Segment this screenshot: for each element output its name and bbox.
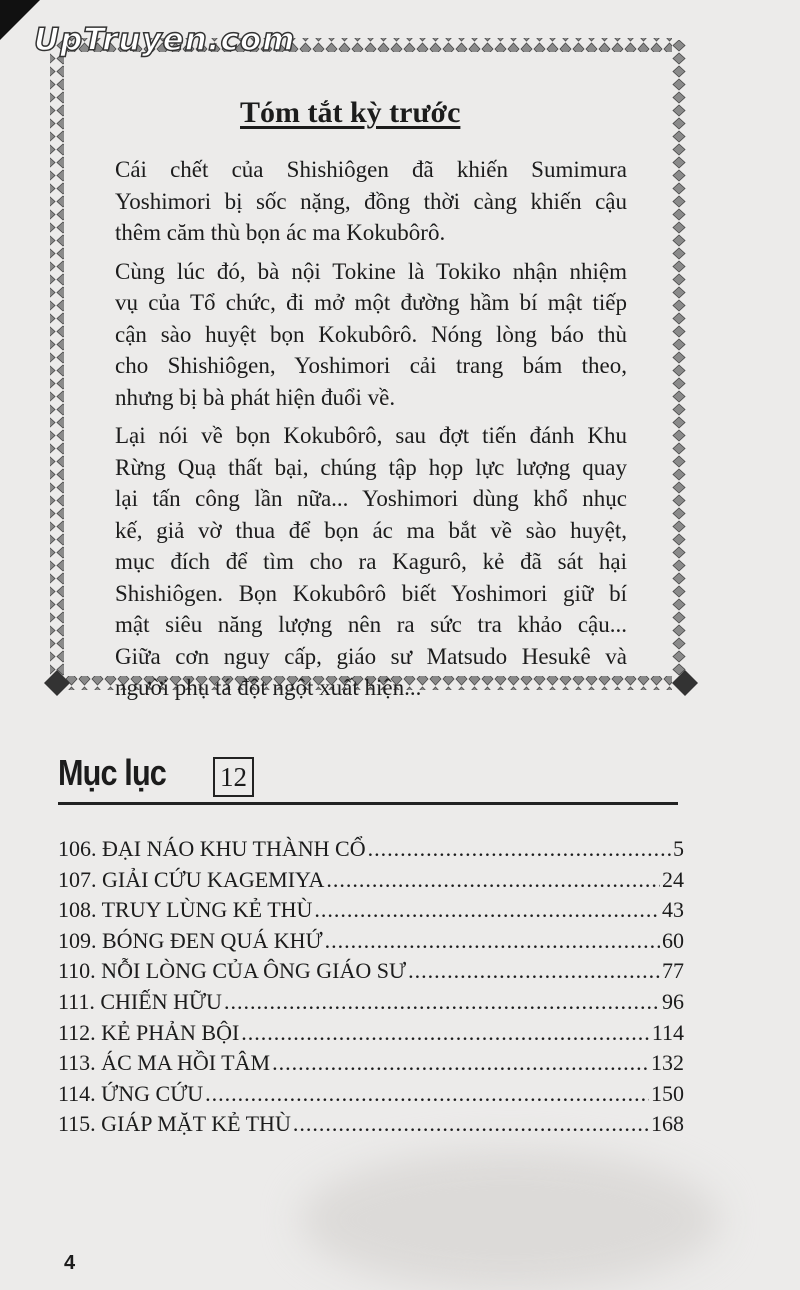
toc-entry-page: 43 [662,897,684,923]
summary-line: cho Shishiôgen, Yoshimori cải trang bám theo, [115,353,627,378]
toc-entry [58,897,684,928]
toc-leader-dots [224,989,660,1015]
toc-entry-title: 108. TRUY LÙNG KẺ THÙ [58,897,313,923]
summary-text [115,154,627,711]
toc-entry [58,1020,684,1051]
summary-paragraph [115,154,627,249]
toc-leader-dots [205,1081,649,1107]
toc-entry [58,1111,684,1142]
toc-entry [58,928,684,959]
toc-entry-title: 111. CHIẾN HỮU [58,988,222,1014]
page-number: 4 [64,1252,76,1274]
toc-entry-title: 115. GIÁP MẶT KẺ THÙ [58,1111,291,1137]
summary-line: Giữa cơn nguy cấp, giáo sư Matsudo Hesukê và [115,643,627,669]
summary-line: Rừng Quạ thất bại, chúng tập họp lực lượng quay [115,454,627,480]
toc-entry-title: 114. ỨNG CỨU [58,1080,204,1106]
toc-entry [58,958,684,989]
summary-line: kế, giả vờ thua để bọn ác ma bắt về sào huyệt, [115,517,627,543]
toc-leader-dots [241,1020,650,1046]
toc-divider [58,802,678,805]
summary-line: Shishiôgen. Bọn Kokubôrô biết Yoshimori giữ bí [115,580,627,606]
toc-entry-page: 60 [662,927,684,953]
table-of-contents [58,836,684,1142]
summary-line: vụ của Tổ chức, đi mở một đường hầm bí mật tiếp [115,290,627,315]
volume-number-box: 12 [213,757,254,797]
toc-leader-dots [272,1050,649,1076]
toc-entry [58,1050,684,1081]
summary-line: nhưng bị bà phát hiện đuổi về. [115,384,396,410]
toc-entry [58,989,684,1020]
toc-leader-dots [314,897,660,923]
toc-entry-page: 150 [651,1080,684,1106]
toc-entry-title: 112. KẺ PHẢN BỘI [58,1019,240,1045]
toc-entry [58,1081,684,1112]
summary-line: mục đích để tìm cho ra Kagurô, kẻ đã sát hại [115,549,627,574]
toc-entry-page: 77 [662,958,684,984]
toc-entry-page: 168 [651,1111,684,1137]
summary-line: cận sào huyệt bọn Kokubôrô. Nóng lòng báo thù [115,321,627,347]
watermark-logo: UpTruyen.com [34,22,296,58]
summary-title: Tóm tắt kỳ trước [240,96,461,129]
toc-entry-page: 132 [651,1050,684,1076]
toc-heading: Mục lục [58,752,166,793]
summary-line: lại tấn công lần nữa... Yoshimori dùng khổ nhục [115,486,627,511]
toc-entry-title: 113. ÁC MA HỒI TÂM [58,1050,271,1076]
toc-leader-dots [325,928,660,954]
toc-entry [58,836,684,867]
summary-paragraph [115,256,627,414]
toc-entry-title: 107. GIẢI CỨU KAGEMIYA [58,866,325,892]
summary-line: mật siêu năng lượng nên ra sức tra khảo cậu... [115,612,627,637]
summary-line: thêm căm thù bọn ác ma Kokubôrô. [115,220,446,245]
summary-line: Yoshimori bị sốc nặng, đồng thời càng khiến cậu [115,188,627,214]
toc-entry-page: 5 [673,836,684,861]
summary-line: người phụ tá đột ngột xuất hiện... [115,675,422,700]
summary-paragraph [115,420,627,704]
toc-entry-page: 96 [662,988,684,1014]
toc-entry-title: 106. ĐẠI NÁO KHU THÀNH CỔ [58,836,366,861]
toc-entry-page: 114 [651,1019,684,1045]
toc-entry-page: 24 [662,866,684,892]
toc-leader-dots [368,836,671,862]
summary-line: Cái chết của Shishiôgen đã khiến Sumimura [115,157,627,182]
toc-leader-dots [293,1111,649,1137]
toc-entry-title: 109. BÓNG ĐEN QUÁ KHỨ [58,927,323,953]
toc-entry-title: 110. NỖI LÒNG CỦA ÔNG GIÁO SƯ [58,958,407,984]
scan-smudge [300,1150,720,1290]
toc-leader-dots [408,958,660,984]
toc-entry [58,867,684,898]
toc-leader-dots [326,867,660,893]
summary-line: Cùng lúc đó, bà nội Tokine là Tokiko nhận nhiệm [115,258,627,284]
summary-line: Lại nói về bọn Kokubôrô, sau đợt tiến đánh Khu [115,423,627,448]
